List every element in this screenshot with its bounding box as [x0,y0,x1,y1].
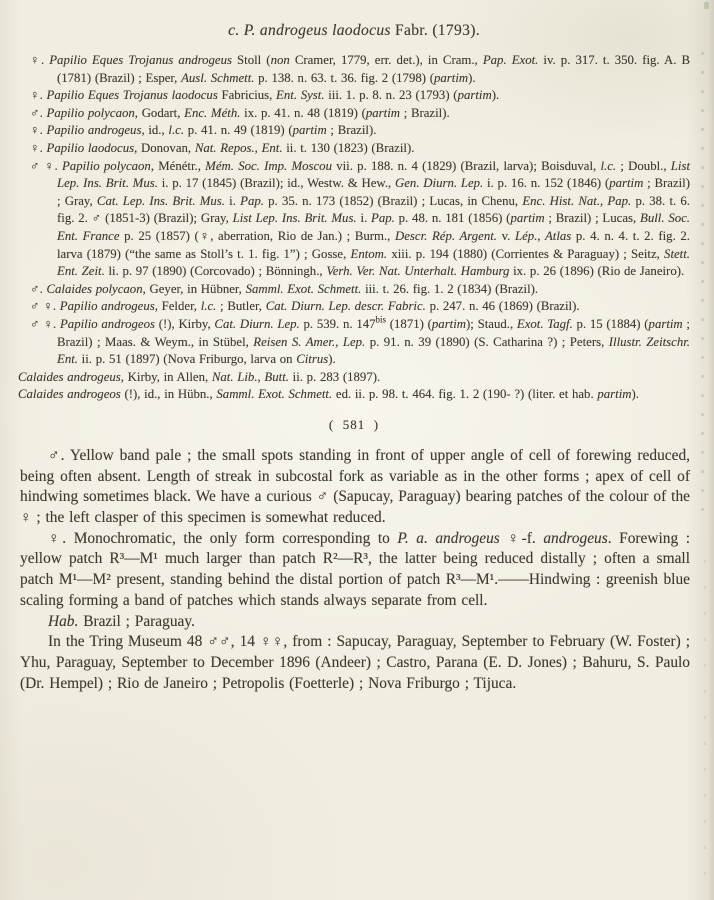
section-heading: c. P. androgeus laodocus Fabr. (1793). [228,22,480,39]
synonymy-entry: ♂ ♀. Papilio polycaon, Ménétr., Mém. Soc. Imp. Moscou vii. p. 188. n. 4 (1829) (Brazil, larva); Boisduval, l.c. ; Doubl., List Lep. Ins. Brit. Mus. i. p. 17 (1845) (Brazil); id., Westw. & Hew., Gen. Diurn. Lep. i. p. 16. n. 152 (1846) (partim ; Brazil) ; Gray, Cat. Lep. Ins. Brit. Mus. i. Pap. p. 35. n. 173 (1852) (Brazil) ; Lucas, in Chenu, Enc. Hist. Nat., Pap. p. 38. t. 6. fig. 2. ♂ (1851-3) (Brazil); Gray, List Lep. Ins. Brit. Mus. i. Pap. p. 48. n. 181 (1856) (partim ; Brazil) ; Lucas, Bull. Soc. Ent. France p. 25 (1857) (♀, aberration, Rio de Jan.) ; Burm., Descr. Rép. Argent. v. Lép., Atlas p. 4. n. 4. t. 2. fig. 2. larva (1879) (“the same as Stoll’s t. 1. fig. 1”) ; Gosse, Entom. xiii. p. 194 (1880) (Corrientes & Paraguay) ; Seitz, Stett. Ent. Zeit. li. p. 97 (1890) (Corcovado) ; Bönningh., Verh. Ver. Nat. Unterhalt. Hamburg ix. p. 26 (1896) (Rio de Janeiro). [30,158,691,279]
synonymy-entry: Calaides androgeos (!), id., in Hübn., Samml. Exot. Schmett. ed. ii. p. 98. t. 464. fig. 1. 2 (190- ?) (liter. et hab. partim). [18,387,639,402]
synonymy-entry: ♀. Papilio Eques Trojanus androgeus Stoll (non Cramer, 1779, err. det.), in Cram., Pap. Exot. iv. p. 317. t. 350. fig. A. B (1781) (Brazil) ; Esper, Ausl. Schmett. p. 138. n. 63. t. 36. fig. 2 (1798) (partim). [30,53,691,85]
synonymy-entry: ♀. Papilio Eques Trojanus laodocus Fabricius, Ent. Syst. iii. 1. p. 8. n. 23 (1793) (partim). [30,88,500,103]
description-text [18,446,690,694]
synonymy-entry: ♂. Papilio polycaon, Godart, Enc. Méth. ix. p. 41. n. 48 (1819) (partim ; Brazil). [30,105,450,120]
page-number: ( 581 ) [328,416,380,432]
body-paragraph: Hab. Brazil ; Paraguay. [48,612,195,630]
synonymy-entry: ♂ ♀. Papilio androgeos (!), Kirby, Cat. Diurn. Lep. p. 539. n. $147^{bis}$ (1871) (partim); Staud., Exot. Tagf. p. 15 (1884) (partim ; Brazil) ; Maas. & Weym., in Stübel, Reisen S. Amer., Lep. p. 91. n. 39 (1890) (S. Catharina ?) ; Peters, Illustr. Zeitschr. Ent. ii. p. 51 (1897) (Nova Friburgo, larva on Citrus). [30,314,691,367]
synonymy-entry: ♀. Papilio laodocus, Donovan, Nat. Repos., Ent. ii. t. 130 (1823) (Brazil). [30,140,415,155]
body-paragraph: In the Tring Museum 48 ♂♂, 14 ♀♀, from : Sapucay, Paraguay, September to February (W. Foster) ; Yhu, Paraguay, September to December 1896 (Andeer) ; Castro, Parana (E. D. Jones) ; Bahuru, S. Paulo (Dr. Hempel) ; Rio de Janeiro ; Petropolis (Foetterle) ; Nova Friburgo ; Tijuca. [20,633,690,692]
synonymy-entry: ♀. Papilio androgeus, id., l.c. p. 41. n. 49 (1819) (partim ; Brazil). [30,123,377,138]
body-paragraph: ♂. Yellow band pale ; the small spots standing in front of upper angle of cell of forewing reduced, being often absent. Length of streak in subcostal fork as variable as in the other forms ; apex of cell of hindwing sometimes black. We have a curious ♂ (Sapucay, Paraguay) bearing patches of the colour of the ♀ ; the left clasper of this specimen is somewhat reduced. [20,446,690,526]
synonymy-entry: ♂ ♀. Papilio androgeus, Felder, l.c. ; Butler, Cat. Diurn. Lep. descr. Fabric. p. 247. n. 46 (1869) (Brazil). [30,299,580,314]
synonymy-entry: ♂. Calaides polycaon, Geyer, in Hübner, Samml. Exot. Schmett. iii. t. 26. fig. 1. 2 (1834) (Brazil). [30,281,539,296]
synonymy-entry: Calaides androgeus, Kirby, in Allen, Nat. Lib., Butt. ii. p. 283 (1897). [18,369,381,384]
scan-speck [704,2,709,9]
scan-artifacts-right-edge-lower [704,560,706,890]
body-paragraph: ♀. Monochromatic, the only form corresponding to P. a. androgeus ♀-f. androgeus. Forewing : yellow patch R³—M¹ much larger than patch R²—R³, the latter being reduced distally ; often a small patch M¹—M² present, standing behind the distal portion of patch R³—M¹.——Hindwing : greenish blue scaling forming a band of patches which stands always separate from cell. [20,529,691,609]
scan-artifacts-right-edge [701,52,704,522]
page-edge-shade [708,0,714,900]
synonymy-list [18,52,690,404]
